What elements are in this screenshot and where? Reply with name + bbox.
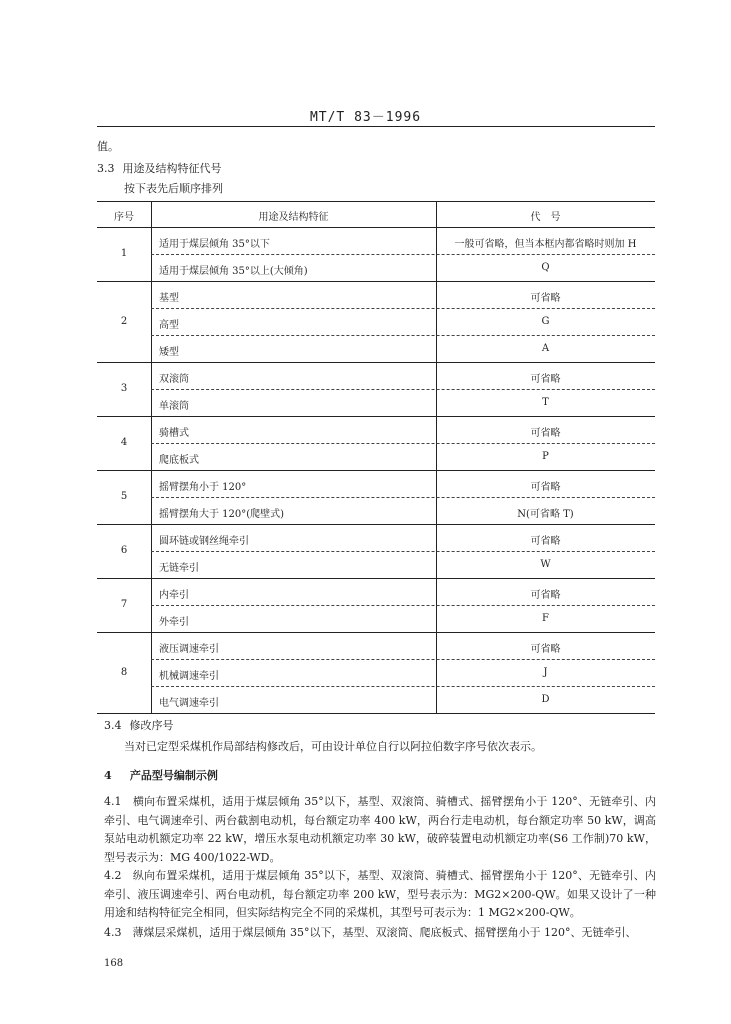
code-cell: A [541, 343, 550, 354]
col-divider [151, 201, 152, 713]
table-top-rule [97, 201, 655, 202]
section-number: 3.4 [104, 719, 122, 732]
header-rule [97, 126, 655, 127]
section-3-4-heading [104, 717, 174, 733]
row-divider [151, 551, 655, 552]
header-cell: 代 号 [530, 212, 561, 223]
header-cell: 序号 [114, 212, 134, 223]
feature-cell: 电气调速牵引 [159, 698, 219, 709]
feature-cell: 外牵引 [159, 617, 189, 628]
page-header: MT/T 83－1996 [309, 110, 422, 125]
code-cell: 可省略 [530, 590, 561, 601]
code-cell: W [540, 559, 551, 570]
row-divider [151, 605, 655, 606]
feature-cell: 内牵引 [159, 590, 189, 601]
paragraph-4-3: 4.3 薄煤层采煤机，适用于煤层倾角 35°以下，基型、双滚筒、爬底板式、摇臂摆角小于 120°、无链牵引、 [104, 926, 637, 939]
feature-cell: 高型 [159, 320, 179, 331]
code-cell: N(可省略 T) [517, 509, 574, 520]
code-cell: P [542, 451, 549, 462]
section-number: 4 [104, 769, 112, 782]
feature-cell: 摇臂摆角小于 120° [159, 482, 247, 493]
group-number: 1 [120, 248, 128, 259]
header-rule [97, 227, 655, 228]
feature-cell: 摇臂摆角大于 120°(爬壁式) [159, 509, 285, 520]
code-cell: 可省略 [530, 428, 561, 439]
code-cell: Q [541, 262, 550, 273]
group-divider [97, 578, 655, 579]
feature-cell: 双滚筒 [159, 374, 189, 385]
group-number: 8 [120, 666, 128, 678]
feature-cell: 无链牵引 [159, 563, 199, 574]
section-3-3-heading [97, 160, 222, 176]
lead-text: 值。 [97, 140, 119, 153]
section-title: 产品型号编制示例 [129, 769, 218, 782]
feature-cell: 爬底板式 [159, 455, 199, 466]
code-cell: 可省略 [530, 536, 561, 547]
code-cell: 可省略 [530, 374, 561, 385]
feature-cell: 适用于煤层倾角 35°以上(大倾角) [159, 266, 308, 277]
row-divider [151, 686, 655, 687]
feature-cell: 单滚筒 [159, 401, 189, 412]
group-divider [97, 362, 655, 363]
feature-cell: 圆环链或钢丝绳牵引 [159, 536, 249, 547]
code-cell: G [541, 316, 550, 327]
page-number: 168 [104, 958, 124, 969]
header-cell: 用途及结构特征 [258, 212, 329, 223]
row-divider [151, 659, 655, 660]
section-4-heading [104, 767, 218, 783]
group-number: 5 [120, 491, 128, 502]
feature-cell: 基型 [159, 293, 179, 304]
feature-cell: 机械调速牵引 [159, 671, 219, 682]
group-divider [97, 524, 655, 525]
group-divider [97, 281, 655, 282]
code-cell: D [541, 694, 550, 705]
group-number: 2 [120, 315, 128, 327]
code-cell: 可省略 [530, 293, 561, 304]
row-divider [151, 254, 655, 255]
paragraph-4-2: 4.2 纵向布置采煤机，适用于煤层倾角 35°以下，基型、双滚筒、骑槽式、摇臂摆角小于 120°、无链牵引、内牵引、液压调速牵引、两台电动机，每台额定功率 200 kW，型号表示为：MG2×200-QW。如果又设计了一种用途和结构特征完全相同，但实际结构完全不同的采煤机，其型号可表示为：1 MG2×200-QW。 [104, 869, 656, 919]
section-3-3-subtitle: 按下表先后顺序排列 [124, 182, 223, 195]
group-divider [97, 470, 655, 471]
group-divider [97, 416, 655, 417]
group-number: 7 [120, 599, 128, 610]
row-divider [151, 389, 655, 390]
paragraph-4-1: 4.1 横向布置采煤机，适用于煤层倾角 35°以下，基型、双滚筒、骑槽式、摇臂摆角小于 120°、无链牵引、内牵引、电气调速牵引、两台截割电动机，每台额定功率 400 kW，两台行走电动机，每台额定功率 50 kW，调高泵站电动机额定功率 22 kW，增压水泵电动机额定功率 30 kW，破碎装置电动机额定功率(S6 工作制)70 kW，型号表示为：MG 400/1022-WD。 [104, 795, 656, 864]
group-number: 3 [120, 383, 128, 394]
code-cell: 可省略 [530, 482, 561, 493]
row-divider [151, 335, 655, 336]
section-3-4-body: 当对已定型采煤机作局部结构修改后，可由设计单位自行以阿拉伯数字序号依次表示。 [124, 740, 542, 753]
row-divider [151, 443, 655, 444]
feature-cell: 骑槽式 [159, 428, 189, 439]
group-number: 4 [120, 437, 128, 448]
group-divider [97, 632, 655, 633]
code-cell: T [542, 397, 549, 408]
feature-cell: 液压调速牵引 [159, 644, 219, 655]
code-cell: 可省略 [530, 644, 561, 655]
row-divider [151, 497, 655, 498]
feature-cell: 矮型 [159, 347, 179, 358]
group-number: 6 [120, 545, 128, 556]
code-cell: 一般可省略，但当本框内都省略时则加 H [454, 239, 637, 250]
section-number: 3.3 [97, 162, 115, 175]
section-title: 用途及结构特征代号 [122, 162, 222, 175]
code-cell: F [542, 613, 549, 624]
row-divider [151, 308, 655, 309]
code-cell: J [543, 667, 548, 678]
code-table [97, 201, 655, 713]
table-bottom-rule [97, 713, 655, 714]
feature-cell: 适用于煤层倾角 35°以下 [159, 239, 270, 250]
section-title: 修改序号 [129, 719, 174, 732]
